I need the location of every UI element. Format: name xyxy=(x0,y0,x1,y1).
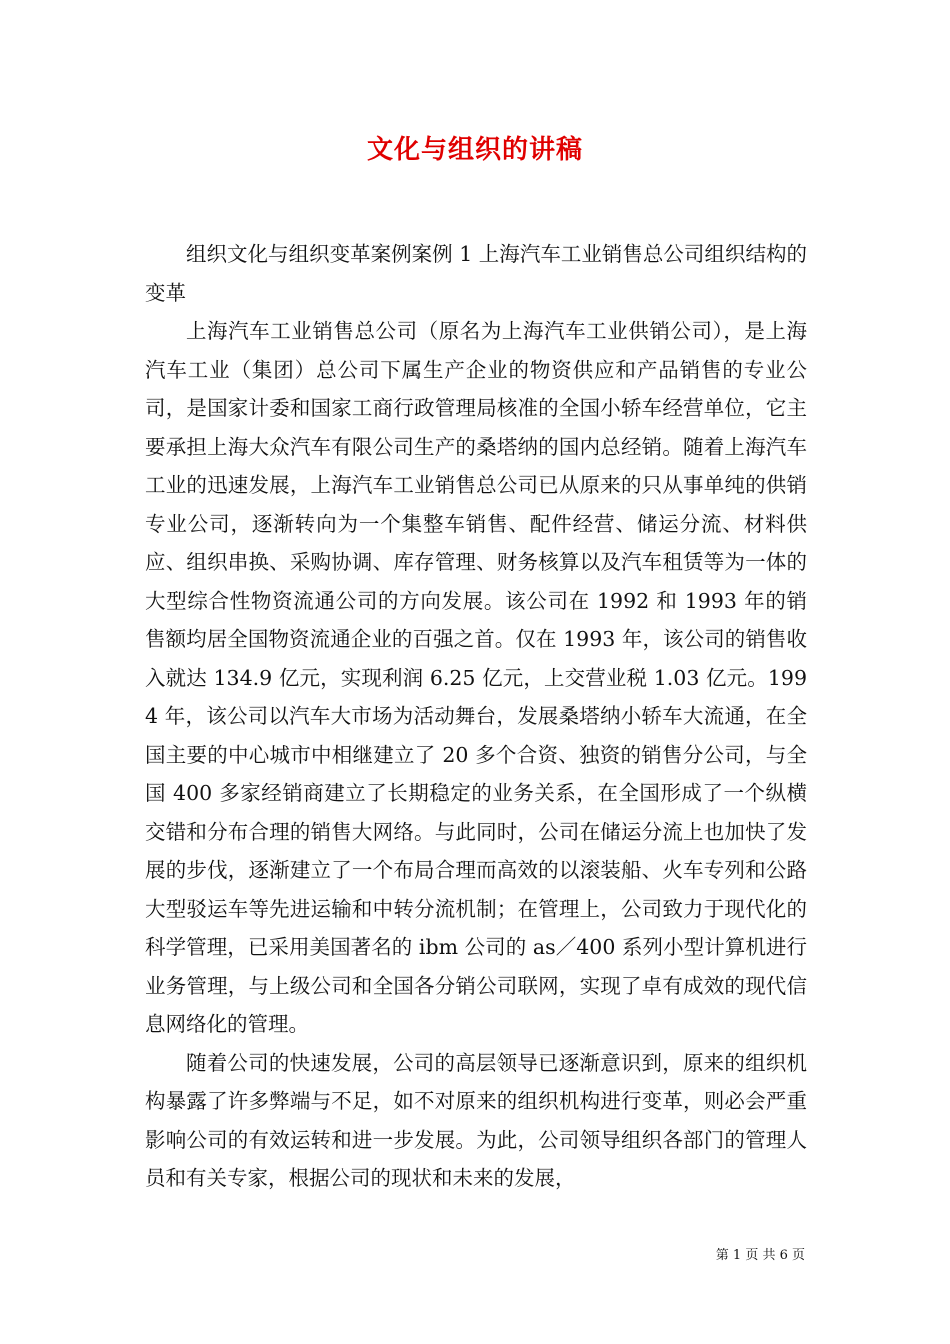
page-number-footer: 第 1 页 共 6 页 xyxy=(715,1248,805,1263)
paragraph-company-overview: 上海汽车工业销售总公司（原名为上海汽车工业供销公司），是上海汽车工业（集团）总公司下属生产企业的物资供应和产品销售的专业公司，是国家计委和国家工商行政管理局核准的全国小轿车经营单位，它主要承担上海大众汽车有限公司生产的桑塔纳的国内总经销。随着上海汽车工业的迅速发展，上海汽车工业销售总公司已从原来的只从事单纯的供销专业公司，逐渐转向为一个集整车销售、配件经营、储运分流、材料供应、组织串换、采购协调、库存管理、财务核算以及汽车租赁等为一体的大型综合性物资流通公司的方向发展。该公司在 1992 和 1993 年的销售额均居全国物资流通企业的百强之首。仅在 1993 年，该公司的销售收入就达 134.9 亿元，实现利润 6.25 亿元，上交营业税 1.03 亿元。1994 年，该公司以汽车大市场为活动舞台，发展桑塔纳小轿车大流通，在全国主要的中心城市中相继建立了 20 多个合资、独资的销售分公司，与全国 400 多家经销商建立了长期稳定的业务关系，在全国形成了一个纵横交错和分布合理的销售大网络。与此同时，公司在储运分流上也加快了发展的步伐，逐渐建立了一个布局合理而高效的以滚装船、火车专列和公路大型驳运车等先进运输和中转分流机制；在管理上，公司致力于现代化的科学管理，已采用美国著名的 ibm 公司的 as／400 系列小型计算机进行业务管理，与上级公司和全国各分销公司联网，实现了卓有成效的现代信息网络化的管理。 xyxy=(145,319,807,1036)
document-body xyxy=(145,235,807,1198)
paragraph-intro: 组织文化与组织变革案例案例 1 上海汽车工业销售总公司组织结构的变革 xyxy=(145,242,807,305)
document-title: 文化与组织的讲稿 xyxy=(366,135,583,165)
paragraph-organizational-issues: 随着公司的快速发展，公司的高层领导已逐渐意识到，原来的组织机构暴露了许多弊端与不足，如不对原来的组织机构进行变革，则必会严重影响公司的有效运转和进一步发展。为此，公司领导组织各部门的管理人员和有关专家，根据公司的现状和未来的发展， xyxy=(145,1050,807,1190)
